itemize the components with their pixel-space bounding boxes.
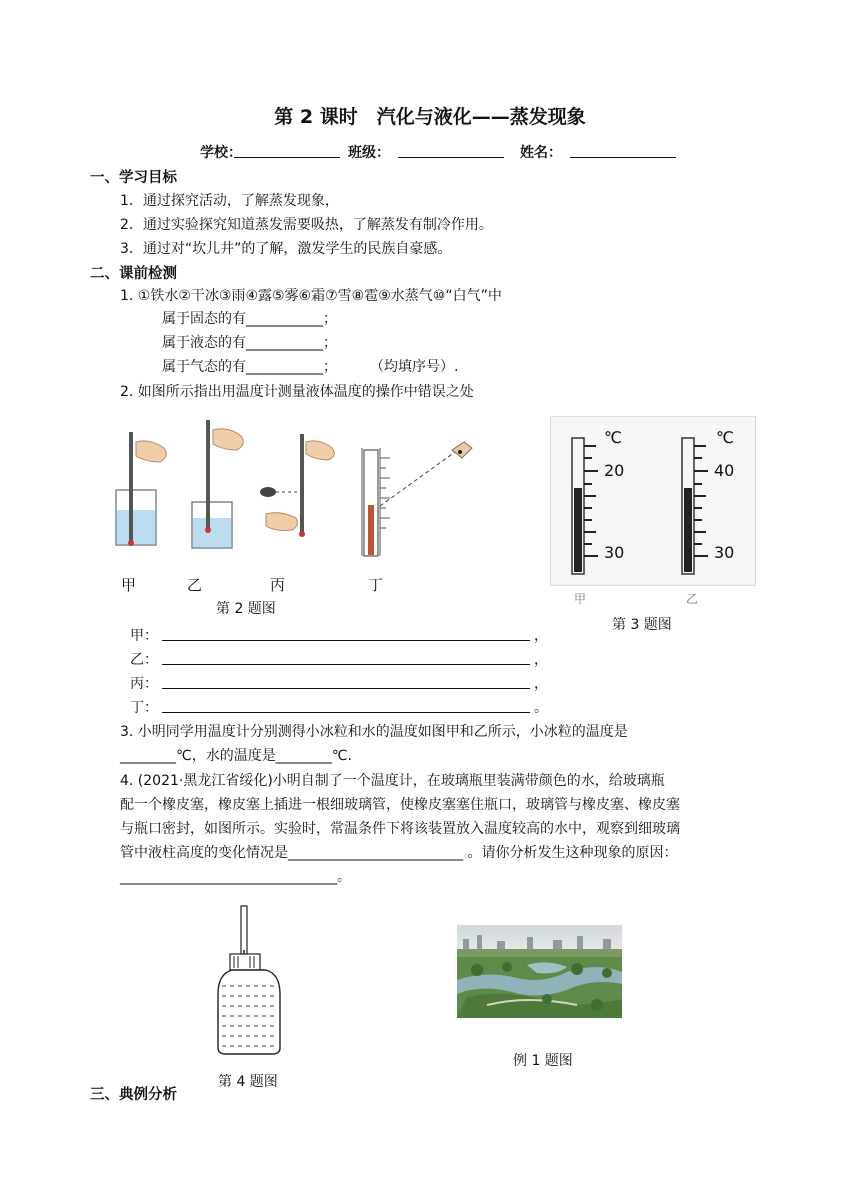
q1-gas: 属于气态的有___________； [162, 359, 337, 375]
q3-line-2: ________℃，水的温度是________℃. [120, 748, 352, 764]
q3-right-top-value: 40 [714, 461, 735, 480]
q2-answer-c-field[interactable] [162, 688, 530, 689]
example1-caption: 例 1 题图 [513, 1053, 573, 1069]
q3-unit-left: ℃ [604, 428, 622, 447]
class-field[interactable] [398, 157, 504, 158]
section-objectives: 一、学习目标 [90, 170, 177, 186]
example1-park-photo [457, 925, 622, 1018]
section-examples: 三、典例分析 [90, 1087, 177, 1103]
q2-answer-b-end: ， [534, 652, 548, 668]
q1-stem: 1. ①铁水②干冰③雨④露⑤雾⑥霜⑦雪⑧雹⑨水蒸气⑩“白气”中 [120, 288, 502, 304]
q1-solid: 属于固态的有___________； [162, 311, 337, 327]
q4-line-1: 4. (2021·黑龙江省绥化)小明自制了一个温度计，在玻璃瓶里装满带颜色的水，给玻璃瓶 [120, 773, 665, 789]
class-label: 班级： [348, 145, 390, 161]
q2-answer-c-label: 丙： [130, 676, 158, 692]
q4-caption: 第 4 题图 [218, 1074, 278, 1090]
q3-right-bottom-value: 30 [714, 543, 735, 562]
q2-answer-d-field[interactable] [162, 712, 530, 713]
q4-line-2: 配一个橡皮塞，橡皮塞上插进一根细玻璃管，使橡皮塞塞住瓶口，玻璃管与橡皮塞、橡皮塞 [120, 797, 680, 813]
q2-answer-a-label: 甲： [130, 628, 158, 644]
q2-label-c: 丙 [270, 576, 286, 594]
q2-stem: 2. 如图所示指出用温度计测量液体温度的操作中错误之处 [120, 384, 474, 400]
q2-answer-d-end: 。 [534, 700, 548, 716]
section-pretest: 二、课前检测 [90, 266, 177, 282]
name-label: 姓名： [520, 145, 562, 161]
page-title: 第 2 课时 汽化与液化——蒸发现象 [274, 106, 586, 128]
q2-answer-a-field[interactable] [162, 640, 530, 641]
objective-1: 1．通过探究活动，了解蒸发现象， [120, 193, 339, 209]
q4-bottle-figure [210, 900, 300, 1060]
q1-gas-note: （均填序号）. [370, 359, 459, 375]
q3-left-top-value: 20 [604, 461, 625, 480]
objective-2: 2．通过实验探究知道蒸发需要吸热，了解蒸发有制冷作用。 [120, 217, 493, 233]
q3-unit-right: ℃ [716, 428, 734, 447]
q3-label-right: 乙 [686, 592, 699, 606]
q2-label-a: 甲 [121, 576, 137, 594]
q2-answer-c-end: ， [534, 676, 548, 692]
q3-caption: 第 3 题图 [612, 617, 672, 633]
q2-answer-b-label: 乙： [130, 652, 158, 668]
q3-line-1: 3. 小明同学用温度计分别测得小冰粒和水的温度如图甲和乙所示，小冰粒的温度是 [120, 724, 628, 740]
q1-liquid: 属于液态的有___________； [162, 335, 337, 351]
name-field[interactable] [570, 157, 676, 158]
school-label: 学校： [200, 145, 242, 161]
q4-line-5: _______________________________。 [120, 869, 351, 885]
q2-caption: 第 2 题图 [216, 601, 276, 617]
q3-label-left: 甲 [574, 592, 587, 606]
q2-answer-d-label: 丁： [130, 700, 158, 716]
q2-label-d: 丁 [368, 576, 384, 594]
q2-answer-a-end: ， [534, 628, 548, 644]
school-field[interactable] [234, 157, 340, 158]
objective-3: 3．通过对“坎儿井”的了解，激发学生的民族自豪感。 [120, 241, 452, 257]
q2-answer-b-field[interactable] [162, 664, 530, 665]
q4-line-4: 管中液柱高度的变化情况是_________________________ 。请你分析发生这种现象的原因： [120, 845, 678, 861]
q3-left-bottom-value: 30 [604, 543, 625, 562]
q4-line-3: 与瓶口密封，如图所示。实验时，常温条件下将该装置放入温度较高的水中，观察到细玻璃 [120, 821, 680, 837]
q2-thermometer-figure [100, 410, 500, 560]
q2-label-b: 乙 [187, 576, 203, 594]
